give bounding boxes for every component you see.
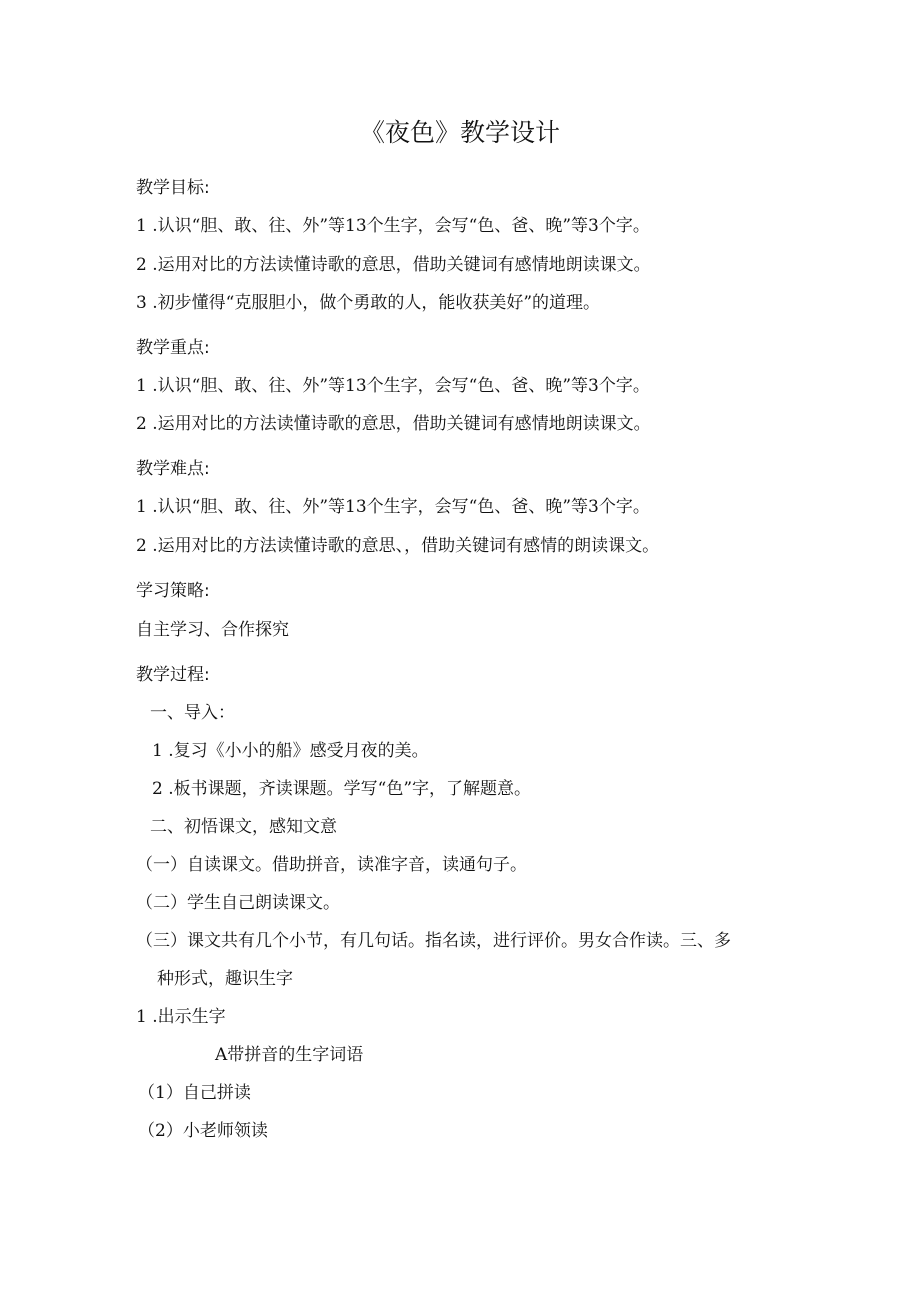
process-line: （一）自读课文。借助拼音，读准字音，读通句子。 (136, 855, 527, 875)
process-line: （1）自己拼读 (138, 1083, 251, 1103)
difficulty-item: 2 .运用对比的方法读懂诗歌的意思、，借助关键词有感情的朗读课文。 (136, 536, 660, 556)
section-heading-strategy: 学习策略: (136, 581, 210, 601)
process-line: 二、初悟课文，感知文意 (150, 817, 337, 837)
goal-item: 2 .运用对比的方法读懂诗歌的意思，借助关键词有感情地朗读课文。 (136, 255, 651, 275)
goal-item: 3 .初步懂得“克服胆小，做个勇敢的人，能收获美好”的道理。 (136, 293, 601, 313)
process-line: （三）课文共有几个小节，有几句话。指名读，进行评价。男女合作读。三、多 (136, 931, 731, 951)
process-line: （2）小老师领读 (138, 1121, 268, 1141)
key-point-item: 2 .运用对比的方法读懂诗歌的意思，借助关键词有感情地朗读课文。 (136, 414, 651, 434)
section-heading-process: 教学过程: (136, 665, 210, 685)
key-point-item: 1 .认识“胆、敢、往、外”等13个生字，会写“色、爸、晚”等3个字。 (136, 376, 650, 396)
document-title: 《夜色》教学设计 (359, 118, 560, 147)
difficulty-item: 1 .认识“胆、敢、往、外”等13个生字，会写“色、爸、晚”等3个字。 (136, 497, 650, 517)
process-line: A带拼音的生字词语 (215, 1045, 364, 1065)
process-line: 2 .板书课题，齐读课题。学写“色”字，了解题意。 (152, 779, 532, 799)
section-heading-key-points: 教学重点: (136, 338, 210, 358)
process-line: 1 .复习《小小的船》感受月夜的美。 (152, 741, 429, 761)
process-line: 种形式，趣识生字 (157, 969, 293, 989)
strategy-text: 自主学习、合作探究 (136, 620, 289, 640)
goal-item: 1 .认识“胆、敢、往、外”等13个生字，会写“色、爸、晚”等3个字。 (136, 216, 650, 236)
process-line: 1 .出示生字 (136, 1007, 226, 1027)
process-line: （二）学生自己朗读课文。 (136, 893, 340, 913)
section-heading-difficulties: 教学难点: (136, 459, 210, 479)
process-line: 一、导入： (150, 703, 235, 723)
section-heading-goals: 教学目标: (136, 178, 210, 198)
